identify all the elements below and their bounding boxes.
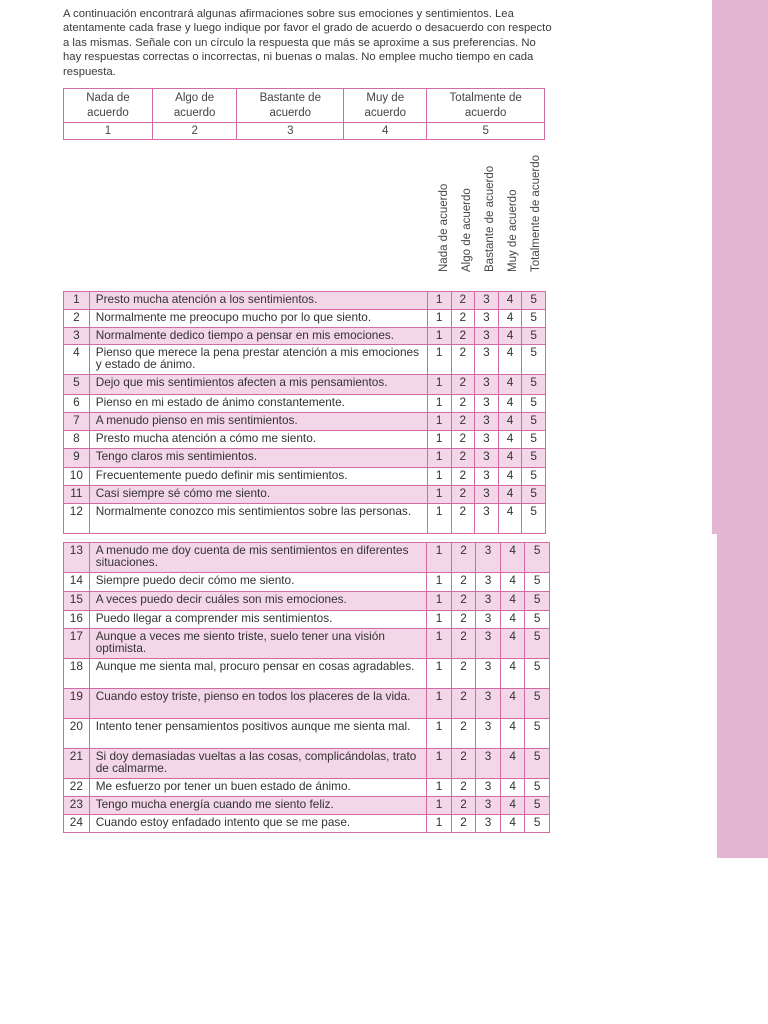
answer-option-5[interactable]: 5 — [525, 689, 550, 719]
answer-option-3[interactable]: 3 — [476, 573, 501, 592]
table-row — [64, 797, 550, 815]
answer-option-1[interactable]: 1 — [427, 413, 451, 431]
table-row — [64, 659, 550, 689]
table-row — [64, 395, 546, 413]
item-statement: Si doy demasiadas vueltas a las cosas, complicándolas, trato de calmarme. — [89, 749, 427, 779]
answer-option-1[interactable]: 1 — [427, 659, 452, 689]
answer-option-2[interactable]: 2 — [451, 413, 475, 431]
answer-option-2[interactable]: 2 — [451, 328, 475, 345]
answer-option-5[interactable]: 5 — [522, 310, 546, 328]
scale-label: Muy de acuerdo — [344, 89, 427, 123]
answer-option-4[interactable]: 4 — [498, 468, 522, 486]
answer-option-3[interactable]: 3 — [476, 719, 501, 749]
answer-option-2[interactable]: 2 — [451, 573, 476, 592]
questionnaire-table-part1 — [63, 291, 546, 534]
table-row — [64, 345, 546, 375]
answer-option-1[interactable]: 1 — [427, 611, 452, 629]
answer-option-1[interactable]: 1 — [427, 629, 452, 659]
table-row — [64, 468, 546, 486]
answer-option-1[interactable]: 1 — [427, 573, 452, 592]
answer-option-4[interactable]: 4 — [500, 719, 525, 749]
item-number: 15 — [64, 592, 90, 611]
item-number: 10 — [64, 468, 90, 486]
answer-option-5[interactable]: 5 — [522, 375, 546, 395]
answer-option-2[interactable]: 2 — [451, 345, 475, 375]
answer-option-1[interactable]: 1 — [427, 592, 452, 611]
answer-option-1[interactable]: 1 — [427, 310, 451, 328]
scale-value: 2 — [152, 123, 236, 140]
table-row — [64, 310, 546, 328]
scale-value: 1 — [64, 123, 153, 140]
answer-option-5[interactable]: 5 — [522, 292, 546, 310]
answer-option-2[interactable]: 2 — [451, 659, 476, 689]
answer-option-1[interactable]: 1 — [427, 504, 451, 534]
table-row — [64, 292, 546, 310]
column-header: Totalmente de acuerdo — [529, 155, 542, 272]
table-row — [64, 328, 546, 345]
answer-option-4[interactable]: 4 — [500, 611, 525, 629]
item-number: 5 — [64, 375, 90, 395]
column-header: Algo de acuerdo — [460, 188, 473, 272]
item-number: 14 — [64, 573, 90, 592]
table-row — [64, 431, 546, 449]
table-row — [64, 719, 550, 749]
answer-option-3[interactable]: 3 — [476, 611, 501, 629]
scale-value: 5 — [427, 123, 545, 140]
table-row — [64, 504, 546, 534]
answer-option-4[interactable]: 4 — [498, 345, 522, 375]
answer-option-2[interactable]: 2 — [451, 292, 475, 310]
answer-option-5[interactable]: 5 — [525, 779, 550, 797]
answer-option-1[interactable]: 1 — [427, 345, 451, 375]
answer-option-3[interactable]: 3 — [476, 689, 501, 719]
item-statement: A menudo me doy cuenta de mis sentimientos en diferentes situaciones. — [89, 543, 427, 573]
answer-option-4[interactable]: 4 — [500, 749, 525, 779]
answer-option-2[interactable]: 2 — [451, 749, 476, 779]
answer-option-2[interactable]: 2 — [451, 431, 475, 449]
answer-option-5[interactable]: 5 — [522, 431, 546, 449]
answer-option-4[interactable]: 4 — [500, 797, 525, 815]
item-number: 9 — [64, 449, 90, 468]
answer-option-4[interactable]: 4 — [500, 659, 525, 689]
answer-option-3[interactable]: 3 — [476, 592, 501, 611]
answer-option-1[interactable]: 1 — [427, 431, 451, 449]
answer-option-1[interactable]: 1 — [427, 449, 451, 468]
table-row — [64, 689, 550, 719]
item-statement: Pienso que merece la pena prestar atención a mis emociones y estado de ánimo. — [89, 345, 427, 375]
answer-option-5[interactable]: 5 — [525, 611, 550, 629]
answer-option-4[interactable]: 4 — [498, 431, 522, 449]
answer-option-3[interactable]: 3 — [476, 543, 501, 573]
answer-option-5[interactable]: 5 — [525, 543, 550, 573]
table-row — [64, 629, 550, 659]
item-statement: Casi siempre sé cómo me siento. — [89, 486, 427, 504]
answer-option-1[interactable]: 1 — [427, 486, 451, 504]
answer-option-2[interactable]: 2 — [451, 395, 475, 413]
side-color-bar-lower — [717, 534, 768, 858]
item-statement: Aunque me sienta mal, procuro pensar en cosas agradables. — [89, 659, 427, 689]
answer-option-2[interactable]: 2 — [451, 592, 476, 611]
table-row — [64, 573, 550, 592]
answer-option-3[interactable]: 3 — [475, 449, 499, 468]
answer-option-4[interactable]: 4 — [498, 504, 522, 534]
answer-option-5[interactable]: 5 — [522, 504, 546, 534]
table-row — [64, 375, 546, 395]
answer-option-3[interactable]: 3 — [476, 815, 501, 833]
answer-option-3[interactable]: 3 — [475, 431, 499, 449]
table-row — [64, 779, 550, 797]
answer-option-3[interactable]: 3 — [476, 797, 501, 815]
answer-option-2[interactable]: 2 — [451, 468, 475, 486]
answer-option-2[interactable]: 2 — [451, 543, 476, 573]
answer-option-3[interactable]: 3 — [475, 504, 499, 534]
answer-option-5[interactable]: 5 — [525, 797, 550, 815]
answer-option-3[interactable]: 3 — [476, 749, 501, 779]
item-statement: Normalmente dedico tiempo a pensar en mis emociones. — [89, 328, 427, 345]
answer-option-5[interactable]: 5 — [525, 815, 550, 833]
answer-option-1[interactable]: 1 — [427, 543, 452, 573]
answer-option-5[interactable]: 5 — [522, 345, 546, 375]
answer-option-3[interactable]: 3 — [476, 629, 501, 659]
answer-option-4[interactable]: 4 — [498, 375, 522, 395]
answer-option-5[interactable]: 5 — [525, 719, 550, 749]
scale-legend — [63, 88, 545, 140]
answer-option-5[interactable]: 5 — [522, 328, 546, 345]
answer-option-2[interactable]: 2 — [451, 449, 475, 468]
item-number: 17 — [64, 629, 90, 659]
item-number: 24 — [64, 815, 90, 833]
answer-option-4[interactable]: 4 — [500, 629, 525, 659]
answer-option-5[interactable]: 5 — [522, 449, 546, 468]
item-statement: Pienso en mi estado de ánimo constantemente. — [89, 395, 427, 413]
answer-option-1[interactable]: 1 — [427, 375, 451, 395]
column-header: Nada de acuerdo — [437, 183, 450, 272]
answer-option-5[interactable]: 5 — [525, 749, 550, 779]
answer-option-4[interactable]: 4 — [500, 689, 525, 719]
item-number: 11 — [64, 486, 90, 504]
item-statement: Cuando estoy triste, pienso en todos los placeres de la vida. — [89, 689, 427, 719]
answer-option-5[interactable]: 5 — [525, 659, 550, 689]
item-number: 1 — [64, 292, 90, 310]
scale-label: Totalmente de acuerdo — [427, 89, 545, 123]
item-statement: Siempre puedo decir cómo me siento. — [89, 573, 427, 592]
item-statement: Dejo que mis sentimientos afecten a mis pensamientos. — [89, 375, 427, 395]
table-row — [64, 486, 546, 504]
item-number: 21 — [64, 749, 90, 779]
item-number: 2 — [64, 310, 90, 328]
item-statement: Tengo claros mis sentimientos. — [89, 449, 427, 468]
table-row — [64, 543, 550, 573]
scale-label: Nada de acuerdo — [64, 89, 153, 123]
item-statement: Frecuentemente puedo definir mis sentimientos. — [89, 468, 427, 486]
side-color-bar — [712, 0, 768, 534]
item-statement: A menudo pienso en mis sentimientos. — [89, 413, 427, 431]
answer-option-1[interactable]: 1 — [427, 779, 452, 797]
item-number: 8 — [64, 431, 90, 449]
answer-option-4[interactable]: 4 — [498, 292, 522, 310]
answer-option-3[interactable]: 3 — [475, 328, 499, 345]
table-row — [64, 611, 550, 629]
answer-option-5[interactable]: 5 — [522, 395, 546, 413]
answer-option-3[interactable]: 3 — [475, 486, 499, 504]
item-statement: Cuando estoy enfadado intento que se me pase. — [89, 815, 427, 833]
instructions-text: A continuación encontrará algunas afirmaciones sobre sus emociones y sentimientos. Lea atentamente cada frase y luego indique por favor el grado de acuerdo o desacuerdo con respecto a las mismas. Señale con un círculo la respuesta que más se aproxime a sus preferencias. No hay respuestas correctas o incorrectas, ni buenas o malas. No emplee mucho tiempo en cada respuesta. — [63, 8, 552, 78]
answer-option-5[interactable]: 5 — [522, 486, 546, 504]
answer-option-4[interactable]: 4 — [500, 592, 525, 611]
answer-option-1[interactable]: 1 — [427, 797, 452, 815]
item-number: 12 — [64, 504, 90, 534]
item-number: 6 — [64, 395, 90, 413]
item-statement: Normalmente me preocupo mucho por lo que siento. — [89, 310, 427, 328]
table-row — [64, 449, 546, 468]
answer-option-3[interactable]: 3 — [475, 375, 499, 395]
answer-option-4[interactable]: 4 — [498, 413, 522, 431]
item-number: 22 — [64, 779, 90, 797]
answer-option-3[interactable]: 3 — [476, 659, 501, 689]
item-number: 7 — [64, 413, 90, 431]
answer-option-4[interactable]: 4 — [498, 486, 522, 504]
answer-option-2[interactable]: 2 — [451, 815, 476, 833]
answer-option-1[interactable]: 1 — [427, 395, 451, 413]
column-header: Muy de acuerdo — [506, 189, 519, 272]
questionnaire-table-part2 — [63, 542, 550, 833]
item-statement: A veces puedo decir cuáles son mis emociones. — [89, 592, 427, 611]
table-row — [64, 592, 550, 611]
item-statement: Intento tener pensamientos positivos aunque me sienta mal. — [89, 719, 427, 749]
answer-option-1[interactable]: 1 — [427, 815, 452, 833]
answer-option-2[interactable]: 2 — [451, 611, 476, 629]
answer-option-2[interactable]: 2 — [451, 779, 476, 797]
answer-option-2[interactable]: 2 — [451, 504, 475, 534]
answer-option-1[interactable]: 1 — [427, 292, 451, 310]
answer-option-3[interactable]: 3 — [475, 395, 499, 413]
answer-option-5[interactable]: 5 — [522, 413, 546, 431]
answer-option-4[interactable]: 4 — [500, 543, 525, 573]
answer-option-3[interactable]: 3 — [476, 779, 501, 797]
answer-option-4[interactable]: 4 — [500, 779, 525, 797]
item-statement: Normalmente conozco mis sentimientos sobre las personas. — [89, 504, 427, 534]
answer-option-1[interactable]: 1 — [427, 749, 452, 779]
answer-option-4[interactable]: 4 — [498, 449, 522, 468]
item-number: 13 — [64, 543, 90, 573]
answer-option-3[interactable]: 3 — [475, 468, 499, 486]
answer-option-2[interactable]: 2 — [451, 375, 475, 395]
item-number: 19 — [64, 689, 90, 719]
item-number: 23 — [64, 797, 90, 815]
answer-option-5[interactable]: 5 — [522, 468, 546, 486]
scale-label: Bastante de acuerdo — [237, 89, 344, 123]
scale-value: 3 — [237, 123, 344, 140]
answer-option-3[interactable]: 3 — [475, 345, 499, 375]
answer-option-2[interactable]: 2 — [451, 310, 475, 328]
answer-option-2[interactable]: 2 — [451, 797, 476, 815]
answer-option-4[interactable]: 4 — [498, 395, 522, 413]
item-number: 20 — [64, 719, 90, 749]
item-statement: Aunque a veces me siento triste, suelo tener una visión optimista. — [89, 629, 427, 659]
scale-value: 4 — [344, 123, 427, 140]
answer-option-3[interactable]: 3 — [475, 292, 499, 310]
item-statement: Presto mucha atención a cómo me siento. — [89, 431, 427, 449]
table-row — [64, 815, 550, 833]
answer-option-4[interactable]: 4 — [500, 573, 525, 592]
answer-option-4[interactable]: 4 — [498, 328, 522, 345]
item-number: 3 — [64, 328, 90, 345]
answer-option-5[interactable]: 5 — [525, 573, 550, 592]
answer-option-5[interactable]: 5 — [525, 592, 550, 611]
table-row — [64, 413, 546, 431]
answer-option-1[interactable]: 1 — [427, 689, 452, 719]
item-number: 4 — [64, 345, 90, 375]
answer-option-1[interactable]: 1 — [427, 468, 451, 486]
column-header: Bastante de acuerdo — [483, 165, 496, 272]
answer-option-3[interactable]: 3 — [475, 413, 499, 431]
answer-option-2[interactable]: 2 — [451, 486, 475, 504]
answer-option-4[interactable]: 4 — [500, 815, 525, 833]
item-number: 16 — [64, 611, 90, 629]
item-statement: Me esfuerzo por tener un buen estado de ánimo. — [89, 779, 427, 797]
answer-option-4[interactable]: 4 — [498, 310, 522, 328]
item-statement: Puedo llegar a comprender mis sentimientos. — [89, 611, 427, 629]
item-statement: Presto mucha atención a los sentimientos. — [89, 292, 427, 310]
answer-option-3[interactable]: 3 — [475, 310, 499, 328]
answer-option-5[interactable]: 5 — [525, 629, 550, 659]
answer-option-2[interactable]: 2 — [451, 629, 476, 659]
item-statement: Tengo mucha energía cuando me siento feliz. — [89, 797, 427, 815]
scale-label: Algo de acuerdo — [152, 89, 236, 123]
answer-option-2[interactable]: 2 — [451, 719, 476, 749]
table-row — [64, 749, 550, 779]
answer-option-2[interactable]: 2 — [451, 689, 476, 719]
answer-option-1[interactable]: 1 — [427, 719, 452, 749]
answer-option-1[interactable]: 1 — [427, 328, 451, 345]
item-number: 18 — [64, 659, 90, 689]
